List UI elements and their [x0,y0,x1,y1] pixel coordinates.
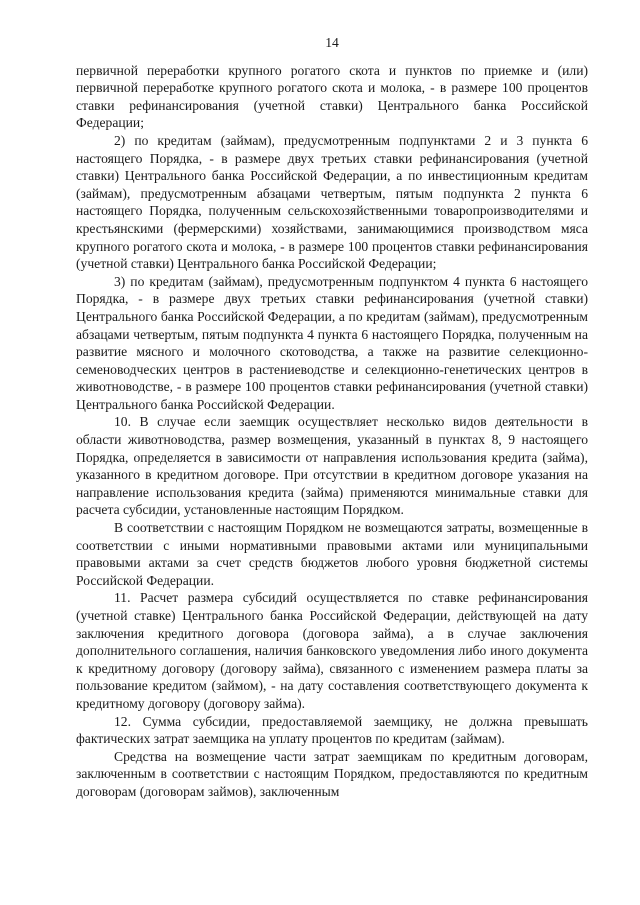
page-number: 14 [325,35,339,50]
paragraph-subitem-2: 2) по кредитам (займам), предусмотренным подпунктами 2 и 3 пункта 6 настоящего Порядка, - в размере двух третьих ставки рефинансирования (учетной ставки) Центрального банка Российской Федерации, а по инвестиционным кредитам (займам), предусмотренным абзацами четвертым, пятым подпункта 2 пункта 6 настоящего Порядка, полученным сельскохозяйственными товаропроизводителями и крестьянскими (фермерскими) хозяйствами, занимающимися производством мяса крупного рогатого скота и молока, - в размере 100 процентов ставки рефинансирования (учетной ставки) Центрального банка Российской Федерации; [76,132,588,272]
paragraph-item-12: 12. Сумма субсидии, предоставляемой заемщику, не должна превышать фактических затрат заемщика на уплату процентов по кредитам (займам). [76,713,588,747]
paragraph-funds-provision: Средства на возмещение части затрат заемщикам по кредитным договорам, заключенным в соответствии с настоящим Порядком, предоставляются по кредитным договорам (договорам займов), заключенным [76,748,588,799]
document-page [76,34,588,801]
paragraph-item-10: 10. В случае если заемщик осуществляет несколько видов деятельности в области животноводства, размер возмещения, указанный в пунктах 8, 9 настоящего Порядка, определяется в зависимости от направления использования кредита (займа), указанного в кредитном договоре. При отсутствии в кредитном договоре указания на направление использования кредита (займа) применяются минимальные ставки для расчета субсидии, установленные настоящим Порядком. [76,414,588,518]
paragraph-item-11: 11. Расчет размера субсидий осуществляется по ставке рефинансирования (учетной ставке) Центрального банка Российской Федерации, действующей на дату заключения кредитного договора (договора займа), а в случае заключения дополнительного соглашения, наличия банковского уведомления либо иного документа к кредитному договору (договору займа), связанного с изменением размера платы за пользование кредитом (займом), - на дату составления соответствующего документа к кредитному договору (договору займа). [76,590,588,711]
paragraph-not-reimbursed: В соответствии с настоящим Порядком не возмещаются затраты, возмещенные в соответствии с иными нормативными правовыми актами или муниципальными правовыми актами за счет средств бюджетов любого уровня бюджетной системы Российской Федерации. [76,520,588,588]
paragraph-subitem-3: 3) по кредитам (займам), предусмотренным подпунктом 4 пункта 6 настоящего Порядка, - в размере двух третьих ставки рефинансирования (учетной ставки) Центрального банка Российской Федерации, а по кредитам (займам), предусмотренным абзацами четвертым, пятым подпункта 4 пункта 6 настоящего Порядка, полученным на развитие мясного и молочного скотоводства, а также на развитие селекционно-семеноводческих центров в растениеводстве и селекционно-генетических центров в животноводстве, - в размере 100 процентов ставки рефинансирования (учетной ставки) Центрального банка Российской Федерации. [76,273,588,412]
paragraph-continuation-livestock: первичной переработки крупного рогатого скота и пунктов по приемке и (или) первичной переработке крупного рогатого скота и молока, - в размере 100 процентов ставки рефинансирования (учетной ставки) Центрального банка Российской Федерации; [76,62,588,131]
